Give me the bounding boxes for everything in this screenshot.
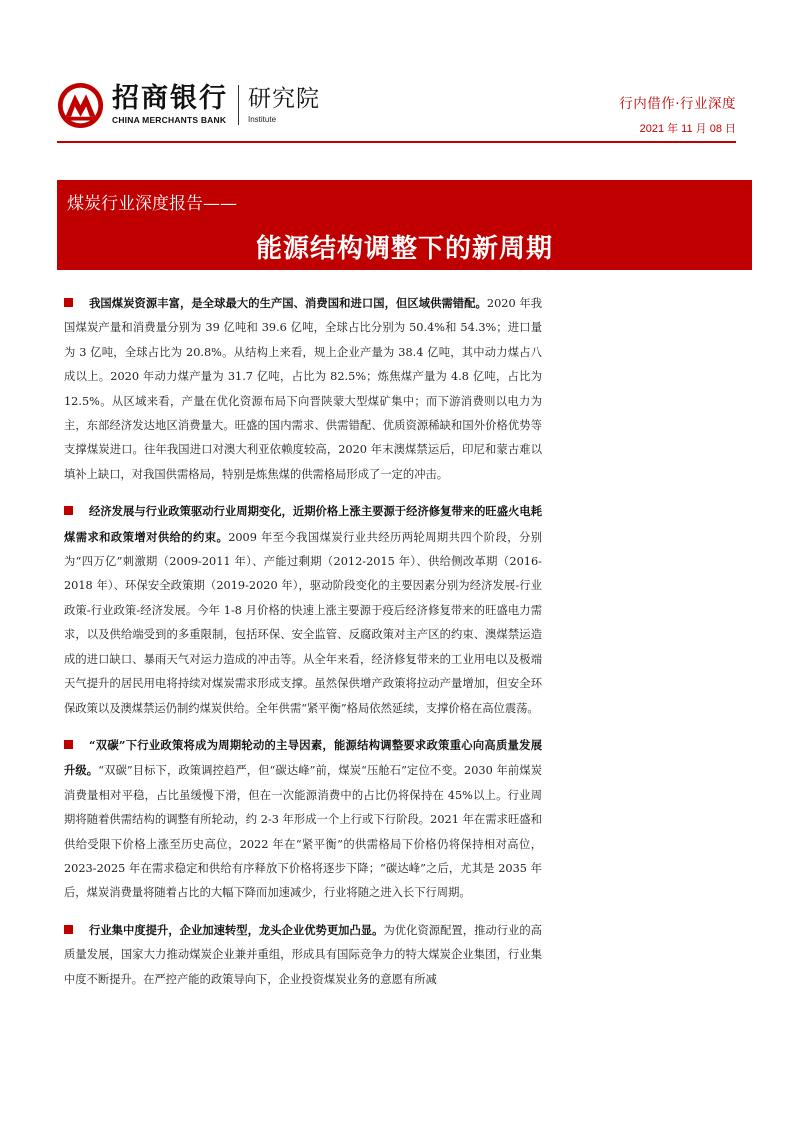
- paragraph-text: 为优化资源配置，推动行业的高质量发展，国家大力推动煤炭企业兼并重组，形成具有国际竞争力的特大煤炭企业集团，行业集中度不断提升。在严控产能的政策导向下，企业投资煤炭业务的意愿有所减: [64, 923, 542, 986]
- institute: [248, 85, 320, 125]
- report-subtitle: 煤炭行业深度报告——: [67, 194, 237, 214]
- bullet-square-icon: [64, 298, 73, 307]
- brand: [112, 84, 228, 126]
- paragraph-lead: 行业集中度提升，企业加速转型，龙头企业优势更加凸显。: [89, 922, 384, 937]
- paragraph-lead: 经济发展与行业政策驱动行业周期变化，近期价格上涨主要源于经济修复带来的旺盛火电耗煤需求和政策增对供给的约束。: [64, 504, 542, 544]
- summary-paragraph: [64, 499, 542, 721]
- summary-body: [64, 291, 542, 1004]
- bullet-square-icon: [64, 925, 73, 934]
- summary-paragraph: [64, 733, 542, 906]
- title-banner: [57, 180, 752, 270]
- paragraph-text: 2009 年至今我国煤炭行业共经历两轮周期共四个阶段，分别为“四万亿”刺激期（2009-2011 年）、产能过剩期（2012-2015 年）、供给侧改革期（2016-2018 年）、环保安全政策期（2019-2020 年），驱动阶段变化的主要因素分别为经济发展-行业政策-行业政策-经济发展。今年 1-8 月价格的快速上涨主要源于疫后经济修复带来的旺盛电力需求，以及供给端受到的多重限制，包括环保、安全监管、反腐政策对主产区的约束、澳煤禁运造成的进口缺口、暴雨天气对运力造成的冲击等。从全年来看，经济修复带来的工业用电以及极端天气提升的居民用电将持续对煤炭需求形成支撑。虽然保供增产政策将拉动产量增加，但安全环保政策以及澳煤禁运仍制约煤炭供给。全年供需“紧平衡”格局依然延续，支撑价格在高位震荡。: [64, 530, 542, 715]
- bullet-square-icon: [64, 740, 73, 749]
- paragraph-lead: “双碳”下行业政策将成为周期轮动的主导因素，能源结构调整要求政策重心向高质量发展升级。: [64, 737, 542, 778]
- logo: [57, 80, 320, 130]
- brand-name-cn: 招商银行: [112, 83, 228, 114]
- document-type: 行内借作·行业深度: [619, 96, 736, 112]
- document-date: 2021 年 11 月 08 日: [639, 123, 736, 135]
- header-rule: [57, 141, 736, 143]
- paragraph-text: 2020 年我国煤炭产量和消费量分别为 39 亿吨和 39.6 亿吨，全球占比分别为 50.4%和 54.3%；进口量为 3 亿吨，全球占比为 20.8%。从结构上来看，规上企业产量为 38.4 亿吨，其中动力煤占八成以上。2020 年动力煤产量为 31.7 亿吨，占比为 82.5%；炼焦煤产量为 4.8 亿吨，占比为 12.5%。从区域来看，产量在优化资源布局下向晋陕蒙大型煤矿集中；而下游消费则以电力为主，东部经济发达地区消费量大。旺盛的国内需求、供需错配、优质资源稀缺和国外价格优势等支撑煤炭进口。往年我国进口对澳大利亚依赖度较高，2020 年末澳煤禁运后，印尼和蒙古难以填补上缺口，对我国供需格局，特别是炼焦煤的供需格局形成了一定的冲击。: [64, 297, 542, 481]
- institute-name-cn: 研究院: [248, 86, 320, 112]
- bullet-square-icon: [64, 506, 73, 515]
- paragraph-lead: 我国煤炭资源丰富，是全球最大的生产国、消费国和进口国，但区域供需错配。: [89, 296, 487, 310]
- cmb-logo-icon: [57, 82, 104, 129]
- paragraph-text: “双碳”目标下，政策调控趋严，但“碳达峰”前，煤炭“压舱石”定位不变。2030 年前煤炭消费量相对平稳，占比虽缓慢下滑，但在一次能源消费中的占比仍将保持在 45%以上。行业周期将随着供需结构的调整有所轮动，约 2-3 年形成一个上行或下行阶段。2021 年在需求旺盛和供给受限下价格上涨至历史高位，2022 年在“紧平衡”的供需格局下价格仍将保持相对高位，2023-2025 年在需求稳定和供给有序释放下价格将逐步下降；“碳达峰”之后，尤其是 2035 年后，煤炭消费量将随着占比的大幅下降而加速减少，行业将随之进入长下行周期。: [64, 764, 542, 900]
- institute-name-en: Institute: [248, 115, 277, 124]
- summary-paragraph: [64, 918, 542, 992]
- summary-paragraph: [64, 291, 542, 487]
- logo-divider: [238, 85, 239, 125]
- brand-name-en: CHINA MERCHANTS BANK: [112, 115, 227, 125]
- report-title: 能源结构调整下的新周期: [255, 234, 553, 264]
